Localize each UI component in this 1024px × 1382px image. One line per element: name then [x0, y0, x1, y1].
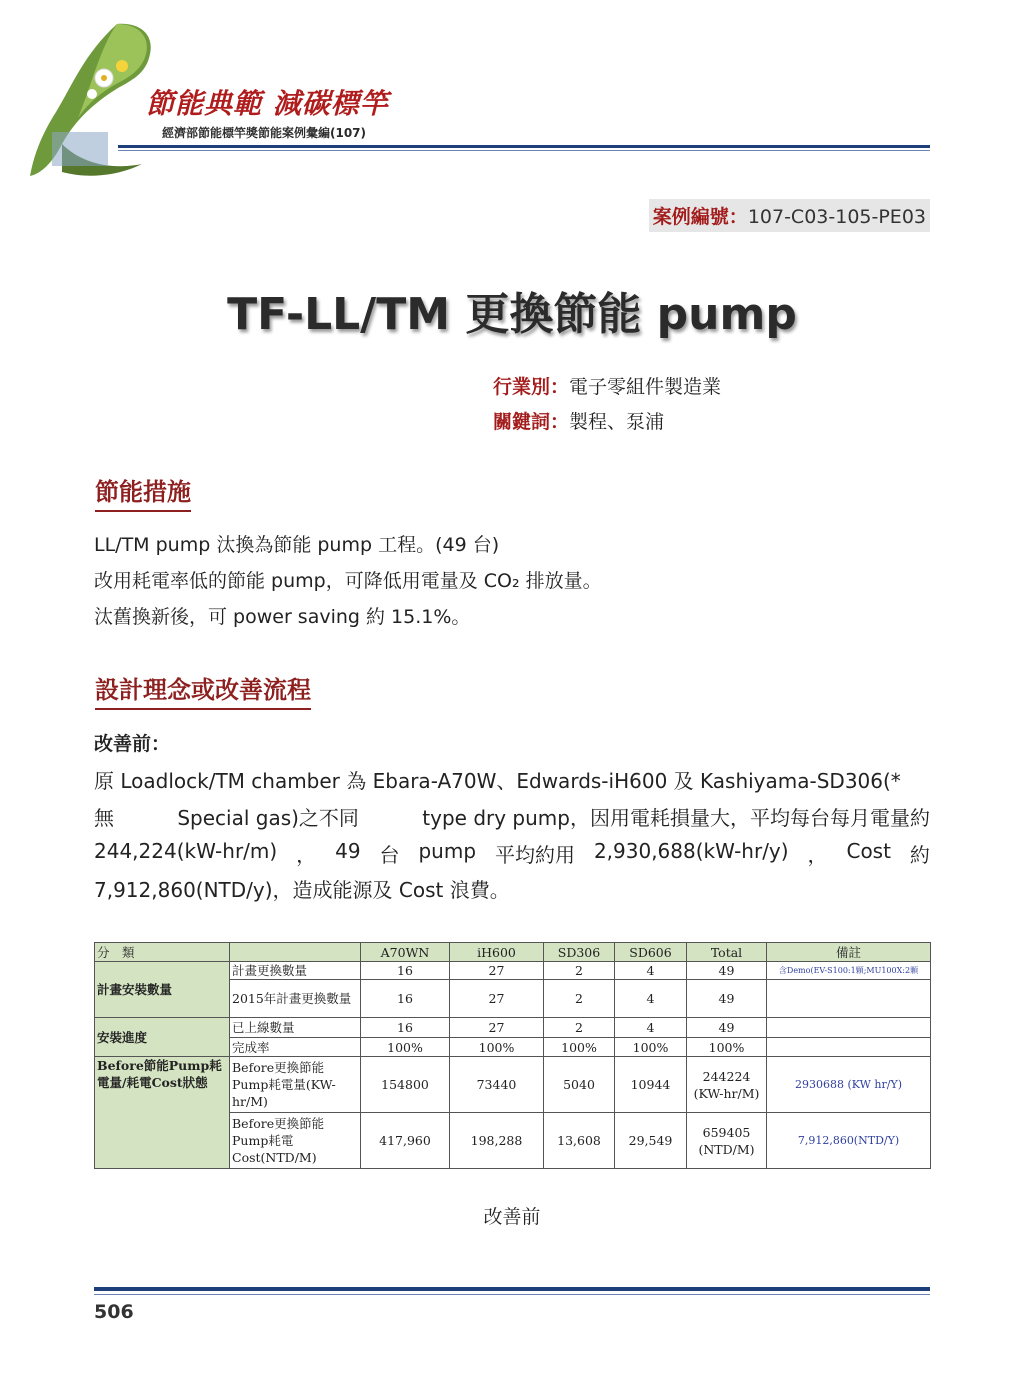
table-group-label: Before節能Pump耗電量/耗電Cost狀態 [95, 1057, 230, 1169]
table-row [95, 1018, 931, 1038]
para-word: 台 [379, 843, 400, 867]
table-cell: 2 [544, 962, 615, 980]
table-header-cell: SD306 [544, 943, 615, 962]
table-cell: 完成率 [230, 1038, 361, 1057]
footer-rule-thin [94, 1294, 930, 1295]
para-word: Cost [846, 839, 891, 863]
para-word: ， [296, 843, 317, 867]
table-header-cell: iH600 [450, 943, 544, 962]
table-cell: 27 [450, 980, 544, 1018]
section-heading-measures: 節能措施 [95, 472, 191, 512]
table-cell: 73440 [450, 1057, 544, 1113]
table-cell: 417,960 [361, 1113, 450, 1169]
measure-line: LL/TM pump 汰換為節能 pump 工程。(49 台) [94, 534, 500, 556]
para-word: pump [418, 839, 477, 863]
table-header-cell: A70WN [361, 943, 450, 962]
table-header-row [95, 943, 931, 962]
para-line [94, 839, 930, 868]
table-cell: 5040 [544, 1057, 615, 1113]
table-cell: Before更換節能Pump耗電量(KW-hr/M) [230, 1057, 361, 1113]
para-line [94, 874, 930, 903]
table-note-cell: 7,912,860(NTD/Y) [767, 1113, 931, 1169]
para-word: 平均約用 [494, 843, 575, 867]
table-group-label: 計畫安裝數量 [95, 962, 230, 1018]
para-word: 原 Loadlock/TM chamber 為 Ebara-A70W、Edwards-iH600 及 Kashiyama-SD306(* [94, 769, 901, 793]
para-line [94, 765, 930, 794]
case-number [649, 199, 930, 232]
table-cell: 29,549 [615, 1113, 687, 1169]
meta-industry [493, 372, 721, 399]
table-cell: 4 [615, 962, 687, 980]
case-number-value: 107-C03-105-PE03 [747, 206, 926, 228]
table-note-cell: 含Demo(EV-S100:1顆;MU100X:2顆 [767, 962, 931, 980]
table-caption: 改善前 [483, 1206, 541, 1228]
para-word: 244,224(kW-hr/m) [94, 839, 278, 863]
table-header-cell: 備註 [767, 943, 931, 962]
pump-table [94, 942, 931, 1169]
table-cell: 244224 (KW-hr/M) [687, 1057, 767, 1113]
para-word: type dry pump，因用電耗損量大，平均每台每月電量約 [422, 806, 930, 830]
para-word: 7,912,860(NTD/y)，造成能源及 Cost 浪費。 [94, 878, 510, 902]
table-cell [767, 1018, 931, 1038]
measure-line: 改用耗電率低的節能 pump，可降低用電量及 CO₂ 排放量。 [94, 570, 602, 592]
table-cell: 4 [615, 1018, 687, 1038]
table-note-cell: 2930688 (KW hr/Y) [767, 1057, 931, 1113]
keywords-value: 製程、泵浦 [569, 411, 665, 433]
table-header-cell: SD606 [615, 943, 687, 962]
table-header-cell: 分 類 [95, 943, 230, 962]
para-word: 49 [335, 839, 361, 863]
footer-rule [94, 1287, 930, 1291]
table-cell: 27 [450, 1018, 544, 1038]
header-subtitle: 經濟部節能標竿獎節能案例彙編(107) [162, 126, 367, 140]
header-rule [118, 145, 930, 148]
table-cell: 49 [687, 980, 767, 1018]
para-word: ， [807, 843, 828, 867]
para-word: 約 [909, 843, 930, 867]
measure-line: 汰舊換新後，可 power saving 約 15.1%。 [94, 606, 471, 628]
table-row [95, 1057, 931, 1113]
table-cell: 2 [544, 980, 615, 1018]
para-word: 無 [94, 806, 114, 830]
table-cell: 16 [361, 980, 450, 1018]
table-group-label: 安裝進度 [95, 1018, 230, 1057]
table-cell: 198,288 [450, 1113, 544, 1169]
page-number: 506 [94, 1301, 134, 1323]
table-cell: 已上線數量 [230, 1018, 361, 1038]
table-row [95, 962, 931, 980]
table-cell: 100% [450, 1038, 544, 1057]
table-cell [767, 1038, 931, 1057]
table-cell: 13,608 [544, 1113, 615, 1169]
case-number-label: 案例編號： [652, 206, 748, 228]
table-cell: Before更換節能Pump耗電Cost(NTD/M) [230, 1113, 361, 1169]
table-cell: 10944 [615, 1057, 687, 1113]
table-cell [767, 980, 931, 1018]
page-title: TF-LL/TM 更換節能 pump [227, 289, 797, 340]
table-cell: 16 [361, 1018, 450, 1038]
before-label: 改善前： [94, 733, 171, 755]
table-cell: 2 [544, 1018, 615, 1038]
table-cell: 27 [450, 962, 544, 980]
table-cell: 100% [361, 1038, 450, 1057]
para-line [94, 802, 930, 831]
industry-label: 行業別： [493, 376, 570, 398]
table-cell: 49 [687, 1018, 767, 1038]
table-cell: 2015年計畫更換數量 [230, 980, 361, 1018]
section-heading-process: 設計理念或改善流程 [95, 670, 311, 710]
header-title: 節能典範 減碳標竿 [146, 87, 389, 120]
table-cell: 100% [544, 1038, 615, 1057]
table-cell: 49 [687, 962, 767, 980]
meta-keywords [493, 407, 664, 434]
table-cell: 計畫更換數量 [230, 962, 361, 980]
table-cell: 154800 [361, 1057, 450, 1113]
industry-value: 電子零組件製造業 [569, 376, 722, 398]
para-word: Special gas)之不同 [177, 806, 359, 830]
table-cell: 16 [361, 962, 450, 980]
table-cell: 100% [615, 1038, 687, 1057]
keywords-label: 關鍵詞： [493, 411, 570, 433]
table-cell: 659405 (NTD/M) [687, 1113, 767, 1169]
header-rule-thin [118, 150, 930, 151]
table-cell: 100% [687, 1038, 767, 1057]
para-word: 2,930,688(kW-hr/y) [593, 839, 789, 863]
table-cell: 4 [615, 980, 687, 1018]
table-header-cell: Total [687, 943, 767, 962]
table-header-cell [230, 943, 361, 962]
